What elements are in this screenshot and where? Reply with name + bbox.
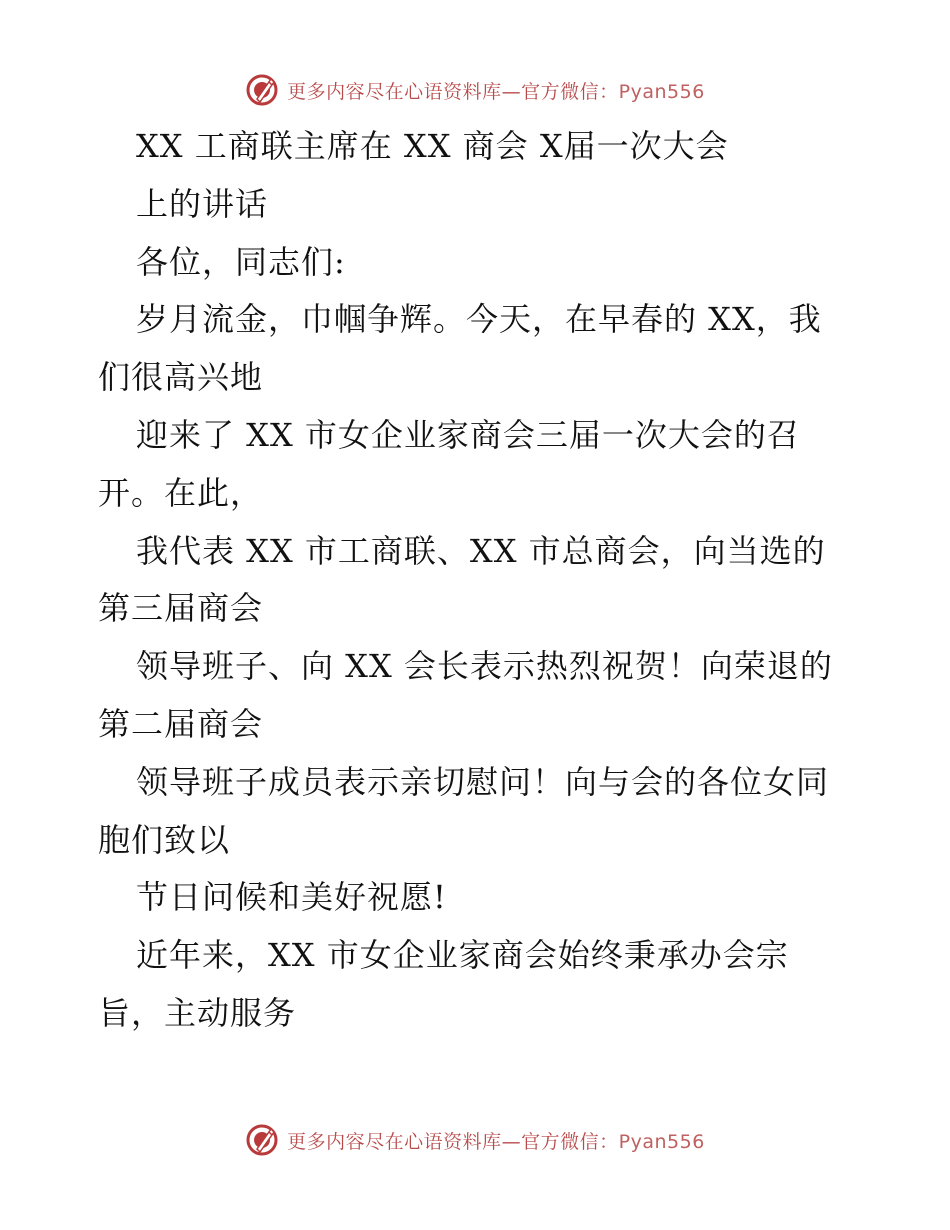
text-line: 领导班子成员表示亲切慰问！向与会的各位女同 [136,762,830,801]
text-line: 近年来，XX 市女企业家商会始终秉承办会宗 [136,936,789,975]
text-line: 节日问候和美好祝愿! [136,878,447,917]
text-line: 迎来了 XX 市女企业家商会三届一次大会的召 [136,415,800,454]
text-line: 们很高兴地 [98,358,264,397]
document-body [98,118,858,1043]
pen-logo-icon [245,1123,279,1157]
text-line: 旨，主动服务 [98,993,297,1032]
text-line: 岁月流金，巾帼争辉。今天，在早春的 XX，我 [136,300,822,339]
text-line: 领导班子、向 XX 会长表示热烈祝贺！向荣退的 [136,647,833,686]
watermark-text [287,1127,705,1154]
text-line: 胞们致以 [98,820,231,859]
footer-watermark-banner [0,1120,950,1160]
watermark-site-text: 更多内容尽在心语资料库—官方微信： [287,80,619,103]
text-line: 开。在此， [98,473,264,512]
text-line: XX 工商联主席在 XX 商会 X届一次大会 [136,127,729,165]
text-line: 我代表 XX 市工商联、XX 市总商会，向当选的 [136,531,826,570]
pen-logo-icon [245,73,279,107]
text-line: 上的讲话 [136,184,269,223]
text-line: 第三届商会 [98,589,264,628]
watermark-wechat-id: Pyan556 [618,1130,705,1153]
watermark-wechat-id: Pyan556 [618,80,705,103]
header-watermark-banner [0,70,950,110]
text-line: 第二届商会 [98,704,264,743]
watermark-text [287,77,705,104]
watermark-site-text: 更多内容尽在心语资料库—官方微信： [287,1130,619,1153]
text-line: 各位，同志们: [136,242,346,281]
